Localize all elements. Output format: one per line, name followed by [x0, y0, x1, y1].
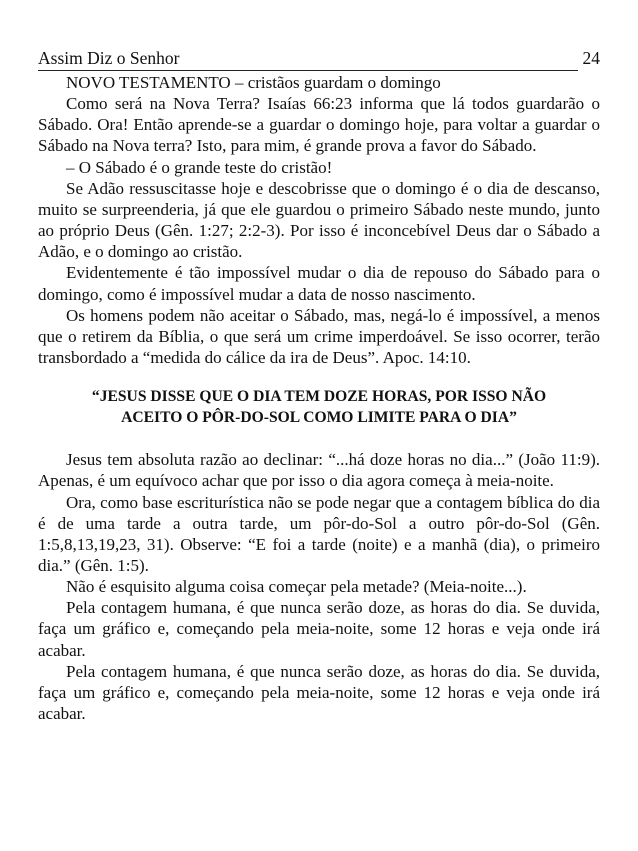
paragraph: Ora, como base escriturística não se pode negar que a contagem bíblica do dia é de uma tarde a outra tarde, um pôr-do-Sol a outro pôr-do-Sol (Gên. 1:5,8,13,19,23, 31). Observe: “E foi a tarde (noite) e a manhã (dia), o primeiro dia.” (Gên. 1:5).: [38, 492, 600, 575]
page-number: 24: [582, 48, 600, 68]
section-heading-line: ACEITO O PÔR-DO-SOL COMO LIMITE PARA O DIA”: [121, 408, 517, 426]
document-page: [38, 48, 600, 724]
section-heading-line: “JESUS DISSE QUE O DIA TEM DOZE HORAS, POR ISSO NÃO: [91, 388, 547, 406]
paragraph: – O Sábado é o grande teste do cristão!: [66, 157, 333, 177]
paragraph: Pela contagem humana, é que nunca serão doze, as horas do dia. Se duvida, faça um gráfico e, começando pela meia-noite, some 12 horas e veja onde irá acabar.: [38, 661, 600, 724]
header-rule: [38, 70, 578, 71]
running-header: [38, 48, 600, 68]
paragraph: Jesus tem absoluta razão ao declinar: “...há doze horas no dia...” (João 11:9). Apenas, é um equívoco achar que por isso o dia agora começa à meia-noite.: [38, 450, 600, 491]
paragraph: Evidentemente é tão impossível mudar o dia de repouso do Sábado para o domingo, como é impossível mudar a data de nosso nascimento.: [38, 263, 600, 304]
book-title: Assim Diz o Senhor: [38, 48, 180, 68]
paragraph: Como será na Nova Terra? Isaías 66:23 informa que lá todos guardarão o Sábado. Ora! Então aprende-se a guardar o domingo hoje, para voltar a guardar o Sábado na Nova terra? Isto, para mim, é grande prova a favor do Sábado.: [38, 94, 600, 156]
paragraph: NOVO TESTAMENTO – cristãos guardam o domingo: [66, 73, 441, 92]
paragraph: Não é esquisito alguma coisa começar pela metade? (Meia-noite...).: [66, 577, 527, 597]
paragraph: Os homens podem não aceitar o Sábado, mas, negá-lo é impossível, a menos que o retirem da Bíblia, o que será um crime imperdoável. Se isso ocorrer, terão transbordado a “medida do cálice da ira de Deus”. Apoc. 14:10.: [38, 305, 600, 368]
section-heading: [38, 387, 600, 428]
document-body: [38, 72, 600, 724]
paragraph: Pela contagem humana, é que nunca serão doze, as horas do dia. Se duvida, faça um gráfico e, começando pela meia-noite, some 12 horas e veja onde irá acabar.: [38, 598, 600, 660]
paragraph: Se Adão ressuscitasse hoje e descobrisse que o domingo é o dia de descanso, muito se surpreenderia, já que ele guardou o primeiro Sábado neste mundo, junto ao próprio Deus (Gên. 1:27; 2:2-3). Por isso é inconcebível Deus dar o Sábado a Adão, e o domingo ao cristão.: [38, 178, 600, 262]
